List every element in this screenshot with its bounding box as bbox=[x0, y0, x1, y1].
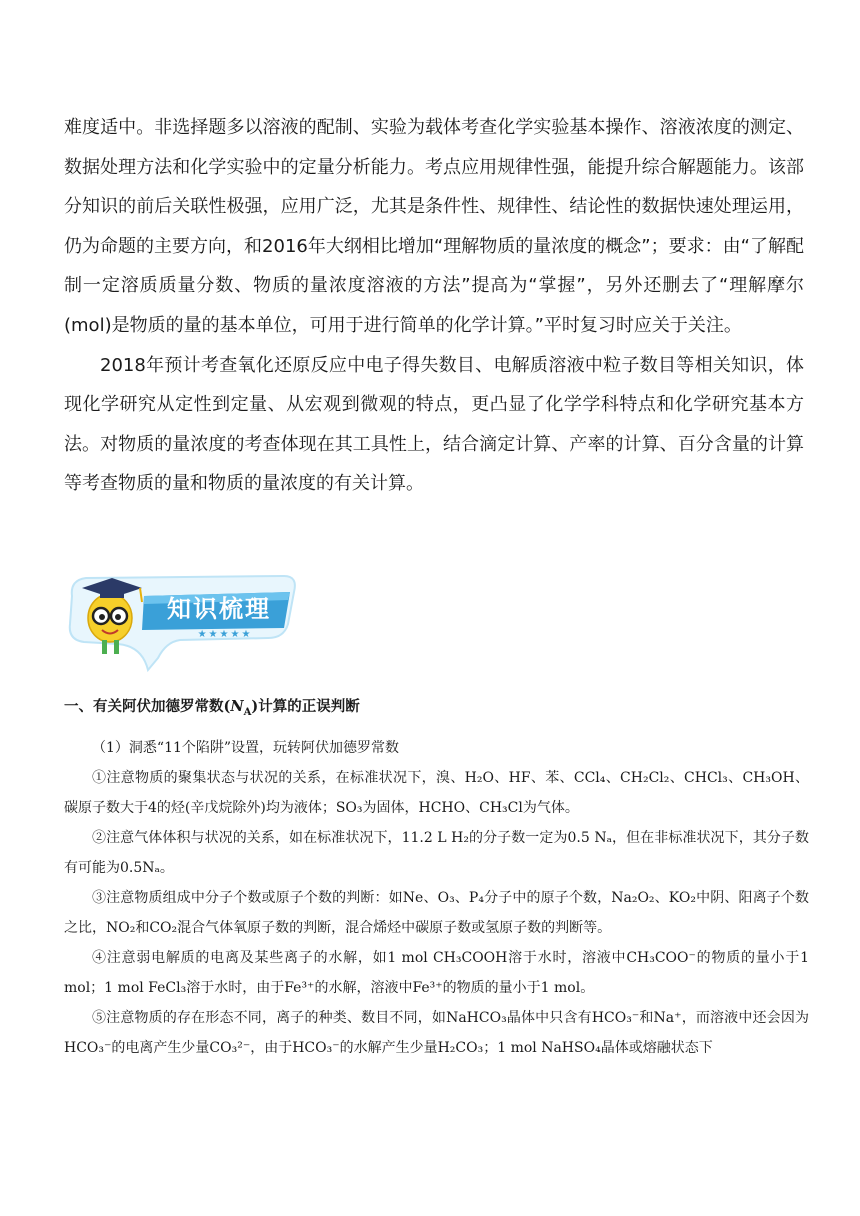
badge-label: 知识梳理 bbox=[167, 595, 271, 623]
subheading: （1）洞悉“11个陷阱”设置，玩转阿伏加德罗常数 bbox=[92, 739, 400, 756]
item-3: ③注意物质组成中分子个数或原子个数的判断：如Ne、O₃、P₄分子中的原子个数，Na₂O₂、KO₂中阴、阳离子个数之比，NO₂和CO₂混合气体氧原子数的判断，混合烯烃中碳原子数或氢原子数的判断等。 bbox=[64, 889, 809, 936]
item-4: ④注意弱电解质的电离及某些离子的水解，如1 mol CH₃COOH溶于水时，溶液中CH₃COO⁻的物质的量小于1 mol；1 mol FeCl₃溶于水时，由于Fe³⁺的水解，溶液中Fe³⁺的物质的量小于1 mol。 bbox=[64, 949, 809, 996]
item-5: ⑤注意物质的存在形态不同，离子的种类、数目不同，如NaHCO₃晶体中只含有HCO₃⁻和Na⁺，而溶液中还会因为HCO₃⁻的电离产生少量CO₃²⁻，由于HCO₃⁻的水解产生少量H₂CO₃；1 mol NaHSO₄晶体或熔融状态下 bbox=[64, 1009, 809, 1056]
intro-paragraph-1: 难度适中。非选择题多以溶液的配制、实验为载体考查化学实验基本操作、溶液浓度的测定、数据处理方法和化学实验中的定量分析能力。考点应用规律性强，能提升综合解题能力。该部分知识的前后关联性极强，应用广泛，尤其是条件性、规律性、结论性的数据快速处理运用，仍为命题的主要方向，和2016年大纲相比增加“理解物质的量浓度的概念”；要求：由“了解配制一定溶质质量分数、物质的量浓度溶液的方法”提高为“掌握”，另外还删去了“理解摩尔(mol)是物质的量的基本单位，可用于进行简单的化学计算。”平时复习时应关于关注。 bbox=[64, 117, 804, 336]
item-1: ①注意物质的聚集状态与状况的关系，在标准状况下，溴、H₂O、HF、苯、CCl₄、CH₂Cl₂、CHCl₃、CH₃OH、碳原子数大于4的烃(辛戊烷除外)均为液体；SO₃为固体，HCHO、CH₃Cl为气体。 bbox=[64, 769, 809, 816]
intro-paragraph-2: 2018年预计考查氧化还原反应中电子得失数目、电解质溶液中粒子数目等相关知识，体现化学研究从定性到定量、从宏观到微观的特点，更凸显了化学学科特点和化学研究基本方法。对物质的量浓度的考查体现在其工具性上，结合滴定计算、产率的计算、百分含量的计算等考查物质的量和物质的量浓度的有关计算。 bbox=[64, 354, 804, 495]
badge-stars: ★★★★★ bbox=[197, 629, 253, 640]
section-heading: 一、有关阿伏加德罗常数$(N_A)$计算的正误判断 bbox=[64, 698, 360, 718]
section-na bbox=[64, 697, 809, 1063]
knowledge-badge bbox=[62, 566, 300, 674]
intro-text bbox=[64, 108, 804, 504]
item-2: ②注意气体体积与状况的关系，如在标准状况下，11.2 L H₂的分子数一定为0.5 Nₐ，但在非标准状况下，其分子数有可能为0.5Nₐ。 bbox=[64, 829, 809, 876]
